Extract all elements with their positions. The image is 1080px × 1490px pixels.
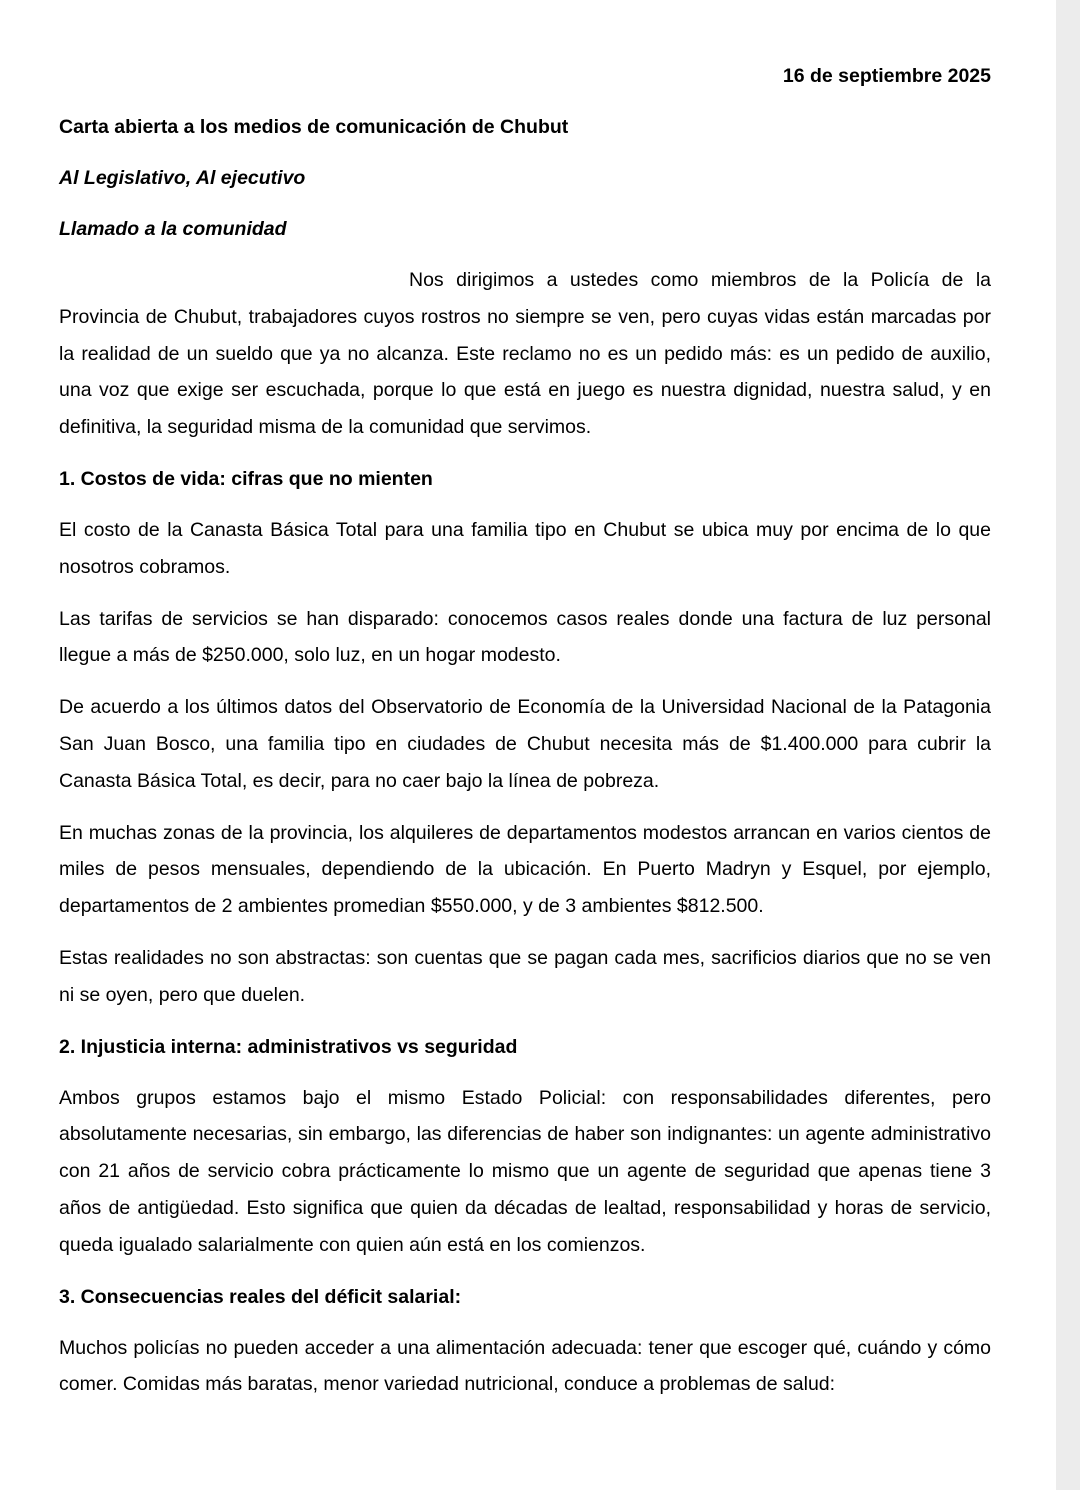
paragraph-estado-policial: Ambos grupos estamos bajo el mismo Estado Policial: con responsabilidades diferentes, pero absolutamente necesarias, sin embargo, las diferencias de haber son indignantes: un agente administrativo con 21 años de servicio cobra prácticamente lo mismo que un agente de seguridad que apenas tiene 3 años de antigüedad. Esto significa que quien da décadas de lealtad, responsabilidad y horas de servicio, queda igualado salarialmente con quien aún está en los comienzos. [59, 1086, 991, 1256]
letter-title: Carta abierta a los medios de comunicación de Chubut [59, 116, 569, 138]
intro-paragraph: Nos dirigimos a ustedes como miembros de la Policía de la Provincia de Chubut, trabajadores cuyos rostros no siempre se ven, pero cuyas vidas están marcadas por la realidad de un sueldo que ya no alcanza. Este reclamo no es un pedido más: es un pedido de auxilio, una voz que exige ser escuchada, porque lo que está en juego es nuestra dignidad, nuestra salud, y en definitiva, la seguridad misma de la comunidad que servimos. [59, 269, 991, 439]
section-heading-consecuencias: 3. Consecuencias reales del déficit salarial: [59, 1285, 462, 1308]
paragraph-canasta: El costo de la Canasta Básica Total para una familia tipo en Chubut se ubica muy por encima de lo que nosotros cobramos. [59, 518, 991, 578]
paragraph-tarifas: Las tarifas de servicios se han disparado: conocemos casos reales donde una factura de luz personal llegue a más de $250.000, solo luz, en un hogar modesto. [59, 607, 991, 667]
letter-date: 16 de septiembre 2025 [782, 65, 991, 87]
viewer-gutter [1056, 0, 1080, 1490]
paragraph-alquileres: En muchas zonas de la provincia, los alquileres de departamentos modestos arrancan en varios cientos de miles de pesos mensuales, dependiendo de la ubicación. En Puerto Madryn y Esquel, por ejemplo, departamentos de 2 ambientes promedian $550.000, y de 3 ambientes $812.500. [59, 821, 991, 918]
paragraph-observatorio: De acuerdo a los últimos datos del Observatorio de Economía de la Universidad Nacional de la Patagonia San Juan Bosco, una familia tipo en ciudades de Chubut necesita más de $1.400.000 para cubrir la Canasta Básica Total, es decir, para no caer bajo la línea de pobreza. [59, 696, 991, 792]
letter-appeal: Llamado a la comunidad [59, 218, 287, 240]
paragraph-realidades: Estas realidades no son abstractas: son cuentas que se pagan cada mes, sacrificios diarios que no se ven ni se oyen, pero que duelen. [59, 946, 991, 1006]
section-heading-costos: 1. Costos de vida: cifras que no mienten [59, 467, 433, 490]
letter-recipients: Al Legislativo, Al ejecutivo [59, 167, 306, 189]
letter-content [59, 58, 991, 1418]
section-heading-injusticia: 2. Injusticia interna: administrativos vs seguridad [59, 1035, 518, 1058]
paragraph-alimentacion: Muchos policías no pueden acceder a una alimentación adecuada: tener que escoger qué, cuándo y cómo comer. Comidas más baratas, menor variedad nutricional, conduce a problemas de salud: [59, 1336, 991, 1396]
